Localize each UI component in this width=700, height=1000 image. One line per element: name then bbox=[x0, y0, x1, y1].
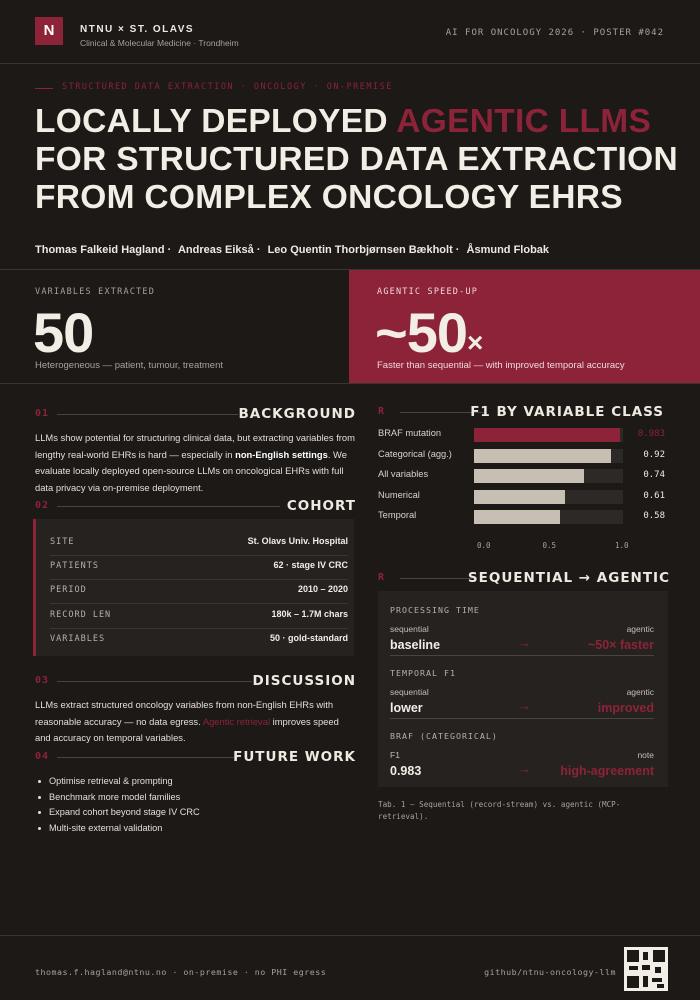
comparison-card bbox=[378, 591, 668, 787]
section-cohort-header bbox=[35, 498, 356, 514]
background-text bbox=[35, 430, 355, 496]
list-item: Multi-site external validation bbox=[35, 821, 355, 837]
list-item: Benchmark more model families bbox=[35, 790, 355, 806]
organization-subtitle: Clinical & Molecular Medicine · Trondheim bbox=[80, 38, 239, 48]
bar-track bbox=[474, 449, 623, 463]
block-left-label: F1 bbox=[390, 750, 400, 760]
section-seq-header bbox=[378, 570, 670, 586]
stat-value: 50 bbox=[33, 301, 94, 364]
table-row bbox=[50, 556, 348, 580]
discussion-text-a: LLMs extract structured oncology variables from non-English EHRs with reasonable accuracy — no data egress. bbox=[35, 699, 334, 727]
cohort-table bbox=[33, 519, 354, 656]
bar bbox=[474, 490, 565, 504]
stats-band bbox=[0, 269, 700, 384]
section-number: 03 bbox=[35, 675, 50, 686]
row-value: St. Olavs Univ. Hospital bbox=[247, 536, 348, 546]
bar-label: BRAF mutation bbox=[378, 428, 442, 438]
section-rule bbox=[57, 757, 238, 758]
background-text-b: . We evaluate locally deployed open-source LLMs on oncological EHRs with full data privacy via on-premise deployment. bbox=[35, 448, 347, 493]
section-background-header bbox=[35, 406, 356, 422]
future-work-list bbox=[35, 774, 355, 836]
author: Thomas Falkeid Hagland · bbox=[35, 244, 172, 256]
block-rule bbox=[390, 655, 654, 656]
author: Åsmund Flobak bbox=[466, 244, 550, 256]
ntnu-logo: N bbox=[35, 17, 63, 45]
author: Leo Quentin Thorbjørnsen Bækholt · bbox=[267, 244, 460, 256]
organization-name: NTNU × ST. OLAVS bbox=[80, 24, 195, 35]
title-line-2: FOR STRUCTURED DATA EXTRACTION bbox=[35, 141, 678, 178]
stat-value bbox=[375, 300, 482, 365]
section-title: F1 BY VARIABLE CLASS bbox=[470, 404, 664, 420]
block-right-label: note bbox=[637, 750, 654, 760]
footer-repo-link[interactable]: github/ntnu-oncology-llm bbox=[484, 967, 616, 977]
block-left-label: sequential bbox=[390, 687, 429, 697]
title-part-1: LOCALLY DEPLOYED bbox=[35, 103, 397, 140]
poster-id: AI FOR ONCOLOGY 2026 · POSTER #042 bbox=[445, 28, 664, 38]
kicker: STRUCTURED DATA EXTRACTION · ONCOLOGY · ON-PREMISE bbox=[62, 82, 393, 92]
stat-subtitle: Faster than sequential — with improved temporal accuracy bbox=[377, 360, 625, 371]
section-f1-header bbox=[378, 404, 664, 420]
row-value: 62 · stage IV CRC bbox=[273, 560, 348, 570]
stat-label: VARIABLES EXTRACTED bbox=[35, 287, 156, 297]
section-rule bbox=[57, 506, 280, 507]
row-key: PERIOD bbox=[50, 585, 87, 595]
section-title: COHORT bbox=[286, 498, 356, 514]
bar-value-label: 0.983 bbox=[637, 429, 665, 439]
row-value: 2010 – 2020 bbox=[297, 584, 348, 594]
f1-bar-chart bbox=[378, 425, 670, 555]
block-left-value: lower bbox=[390, 701, 423, 715]
footer-contact: thomas.f.hagland@ntnu.no · on-premise · no PHI egress bbox=[35, 967, 327, 977]
bar bbox=[474, 510, 560, 524]
bar bbox=[474, 449, 611, 463]
block-left-value: baseline bbox=[390, 638, 441, 652]
bar-value-label: 0.61 bbox=[643, 490, 665, 501]
qr-code-icon[interactable] bbox=[624, 947, 668, 991]
block-right-value: high-agreement bbox=[560, 764, 654, 778]
section-number: R bbox=[378, 406, 386, 417]
discussion-text bbox=[35, 697, 355, 747]
x-tick-label: 1.0 bbox=[615, 541, 629, 550]
bar bbox=[474, 428, 620, 442]
bar-label: Numerical bbox=[378, 489, 420, 500]
title-line-3: FROM COMPLEX ONCOLOGY EHRS bbox=[35, 179, 623, 216]
block-right-label: agentic bbox=[626, 687, 654, 697]
bar-track bbox=[474, 510, 623, 524]
bar-label: Categorical (agg.) bbox=[378, 448, 452, 459]
bar bbox=[474, 469, 584, 483]
table-row bbox=[50, 580, 348, 604]
section-title: BACKGROUND bbox=[238, 406, 356, 422]
background-text-bold: non-English settings bbox=[235, 448, 328, 460]
author-list bbox=[35, 244, 553, 256]
row-key: PATIENTS bbox=[50, 561, 99, 571]
poster-header bbox=[0, 0, 700, 64]
row-key: VARIABLES bbox=[50, 634, 106, 644]
row-value: 50 · gold-standard bbox=[269, 633, 348, 643]
stat-variables bbox=[0, 270, 349, 383]
section-title: SEQUENTIAL → AGENTIC bbox=[467, 570, 670, 586]
block-rule bbox=[390, 718, 654, 719]
section-title: FUTURE WORK bbox=[233, 749, 356, 765]
x-tick-label: 0.5 bbox=[542, 541, 557, 550]
arrow-right-icon: → bbox=[518, 635, 531, 650]
table-row bbox=[50, 605, 348, 629]
section-rule bbox=[57, 414, 238, 415]
arrow-right-icon: → bbox=[518, 761, 531, 776]
title-accent: AGENTIC LLMS bbox=[396, 103, 652, 140]
row-key: SITE bbox=[50, 537, 75, 547]
background-text-a: LLMs show potential for structuring clinical data, but extracting variables from lengthy real-world EHRs is hard — especially in bbox=[35, 432, 355, 460]
bar-track bbox=[474, 469, 623, 483]
block-title: TEMPORAL F1 bbox=[390, 668, 456, 678]
block-right-value: improved bbox=[597, 701, 654, 715]
block-title: BRAF (CATEGORICAL) bbox=[390, 731, 498, 741]
section-discussion-header bbox=[35, 673, 356, 689]
stat-label: AGENTIC SPEED-UP bbox=[377, 287, 479, 297]
stat-subtitle: Heterogeneous — patient, tumour, treatment bbox=[35, 360, 223, 371]
section-number: 02 bbox=[35, 500, 50, 511]
block-right-value: ~50× faster bbox=[587, 638, 654, 652]
bar-label: Temporal bbox=[378, 510, 417, 520]
section-rule bbox=[57, 681, 252, 682]
row-key: RECORD LEN bbox=[50, 610, 112, 620]
bar-value-label: 0.92 bbox=[643, 449, 665, 460]
bar-value-label: 0.74 bbox=[643, 470, 665, 480]
stat-number: ~50 bbox=[375, 301, 467, 364]
section-number: 01 bbox=[35, 408, 50, 419]
section-number: 04 bbox=[35, 751, 50, 762]
table-row bbox=[50, 629, 348, 653]
x-tick-label: 0.0 bbox=[477, 541, 491, 550]
bar-value-label: 0.58 bbox=[643, 511, 665, 521]
discussion-text-accent: Agentic retrieval bbox=[202, 715, 271, 727]
bar-track bbox=[474, 428, 623, 442]
list-item: Expand cohort beyond stage IV CRC bbox=[35, 805, 355, 821]
block-left-label: sequential bbox=[390, 624, 429, 634]
arrow-right-icon: → bbox=[518, 698, 531, 713]
section-number: R bbox=[378, 572, 386, 583]
section-title: DISCUSSION bbox=[252, 673, 356, 689]
block-left-value: 0.983 bbox=[390, 764, 422, 778]
author: Andreas Eikså · bbox=[177, 244, 261, 256]
discussion-text-b: improves speed and accuracy on temporal variables. bbox=[35, 715, 339, 743]
table-row bbox=[50, 532, 348, 556]
bar-label: All variables bbox=[378, 469, 429, 479]
stat-speedup bbox=[349, 270, 700, 383]
section-rule bbox=[400, 578, 472, 579]
block-title: PROCESSING TIME bbox=[390, 605, 480, 615]
poster-footer bbox=[0, 935, 700, 1000]
list-item: Optimise retrieval & prompting bbox=[35, 774, 355, 790]
block-right-label: agentic bbox=[626, 624, 654, 634]
section-future-header bbox=[35, 749, 356, 765]
row-value: 180k – 1.7M chars bbox=[271, 609, 348, 619]
bar-track bbox=[474, 490, 623, 504]
stat-suffix: × bbox=[467, 327, 483, 358]
poster-title bbox=[35, 103, 685, 217]
kicker-rule bbox=[35, 88, 53, 89]
table-caption: Tab. 1 — Sequential (record-stream) vs. agentic (MCP-retrieval). bbox=[378, 800, 621, 821]
